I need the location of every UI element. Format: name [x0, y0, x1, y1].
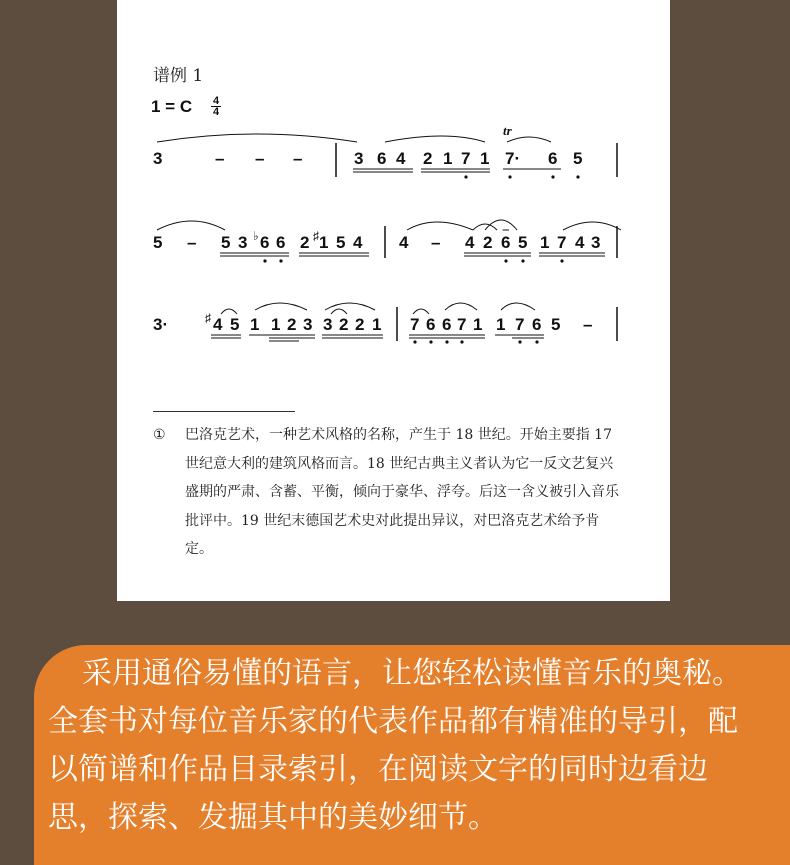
flat-accidental: ♭	[253, 229, 259, 243]
note: 4	[465, 233, 475, 252]
note: 3	[354, 149, 364, 168]
note: 6	[276, 233, 286, 252]
note: 6	[260, 233, 270, 252]
note: 5	[230, 315, 240, 334]
note: 5	[221, 233, 231, 252]
note: 3	[153, 149, 163, 168]
trill-ornament: tr	[503, 123, 512, 138]
note: 5	[551, 315, 561, 334]
score-caption: 谱例 1	[153, 66, 204, 86]
note: 1	[540, 233, 550, 252]
note: 1	[496, 315, 506, 334]
dash: –	[431, 233, 441, 252]
note: 6	[426, 315, 436, 334]
sharp-accidental: ♯	[313, 229, 319, 243]
note: 1	[319, 233, 329, 252]
note: 2	[423, 149, 433, 168]
dash: –	[215, 149, 225, 168]
time-signature-top: 4	[212, 95, 220, 107]
key-signature: 1 = C	[151, 97, 193, 116]
note: 2	[339, 315, 349, 334]
note: 7	[457, 315, 467, 334]
note: 1	[473, 315, 483, 334]
note: 3	[238, 233, 248, 252]
note: 3·	[153, 315, 169, 334]
note: 4	[575, 233, 585, 252]
sharp-accidental: ♯	[205, 311, 211, 325]
note: 7	[410, 315, 420, 334]
note: 5	[573, 149, 583, 168]
footnote-text: 巴洛克艺术，一种艺术风格的名称，产生于 18 世纪。开始主要指 17 世纪意大利的建筑风格而言。18 世纪古典主义者认为它一反文艺复兴盛期的严肃、含蓄、平衡，倾向于豪华、浮夸。后这一含义被引入音乐批评中。19 世纪末德国艺术史对此提出异议，对巴洛克艺术给予肯定。	[185, 427, 619, 557]
note: 7·	[505, 149, 521, 168]
note: 1	[480, 149, 490, 168]
note: 7	[461, 149, 471, 168]
dash: –	[293, 149, 303, 168]
note: 7	[557, 233, 567, 252]
note: 2	[355, 315, 365, 334]
note: 2	[300, 233, 310, 252]
footnote-marker: ①	[153, 427, 166, 443]
numbered-score	[117, 0, 670, 400]
note: 1	[443, 149, 453, 168]
time-signature-bottom: 4	[212, 106, 220, 118]
note: 1	[250, 315, 260, 334]
note: 4	[353, 233, 363, 252]
note: 5	[153, 233, 163, 252]
score-row-3	[153, 303, 617, 344]
note: 6	[377, 149, 387, 168]
note: 7	[515, 315, 525, 334]
note: 5	[518, 233, 528, 252]
note: 4	[399, 233, 409, 252]
note: 6	[501, 233, 511, 252]
score-row-1	[153, 123, 617, 179]
score-row-2	[153, 220, 621, 263]
note: 4	[213, 315, 223, 334]
note: 4	[396, 149, 406, 168]
note: 1	[271, 315, 281, 334]
note: 2	[483, 233, 493, 252]
note: 6	[548, 149, 558, 168]
note: 3	[323, 315, 333, 334]
note: 1	[372, 315, 382, 334]
dash: –	[187, 233, 197, 252]
note: 5	[336, 233, 346, 252]
promo-text: 采用通俗易懂的语言，让您轻松读懂音乐的奥秘。全套书对每位音乐家的代表作品都有精准的导引，配以简谱和作品目录索引，在阅读文字的同时边看边思，探索、发掘其中的美妙细节。	[48, 656, 742, 835]
note: 3	[303, 315, 313, 334]
dash: –	[583, 315, 593, 334]
dash: –	[255, 149, 265, 168]
note: 2	[287, 315, 297, 334]
book-page	[117, 0, 670, 601]
note: 3	[591, 233, 601, 252]
note: 6	[532, 315, 542, 334]
footnote-divider	[153, 411, 295, 412]
note: 6	[442, 315, 452, 334]
footnote	[153, 421, 621, 564]
